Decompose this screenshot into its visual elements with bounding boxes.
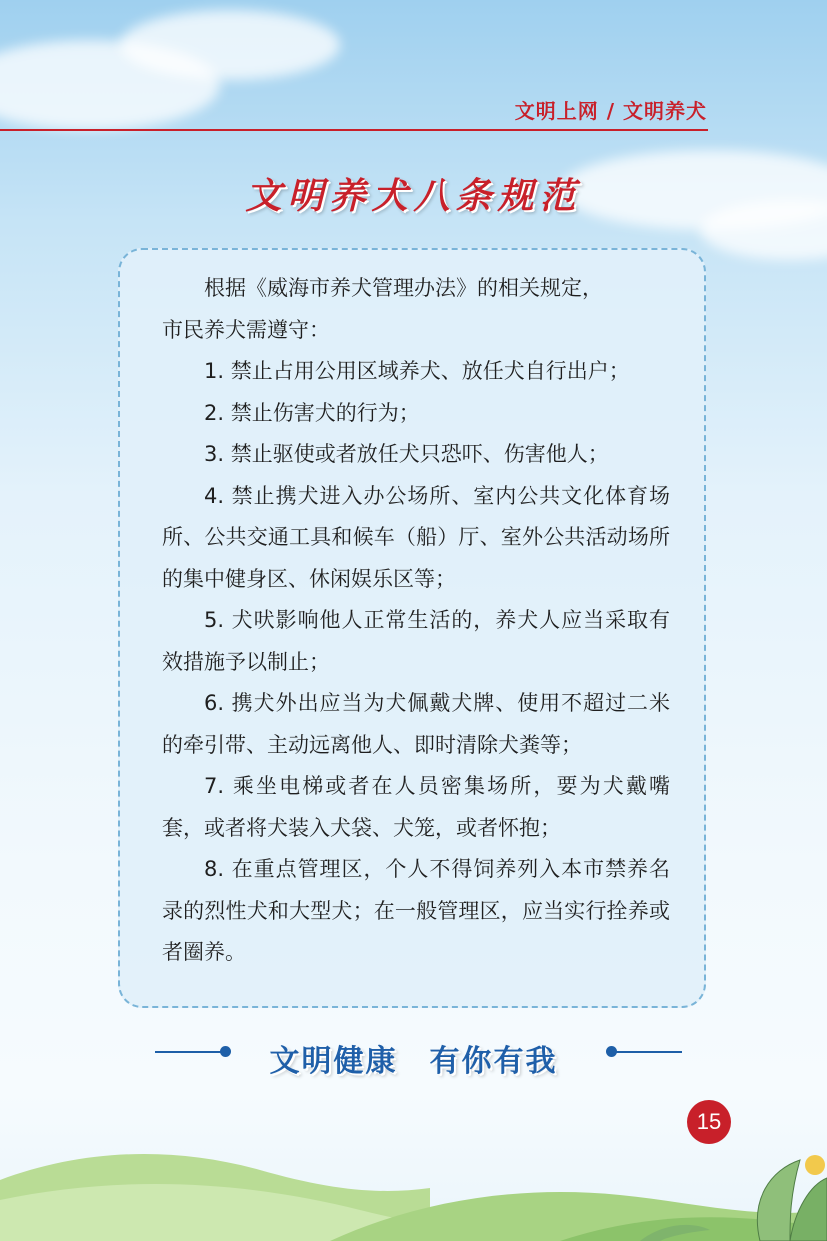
cloud-decoration xyxy=(120,10,340,80)
intro-line: 根据《威海市养犬管理办法》的相关规定， xyxy=(204,276,603,300)
slogan-text: 文明健康 有你有我 xyxy=(269,1044,558,1079)
slogan-right-line xyxy=(612,1051,682,1053)
page-title: 文明养犬八条规范 xyxy=(245,175,582,217)
header-divider xyxy=(0,129,708,131)
rule-item-5: 5. 犬吠影响他人正常生活的，养犬人应当采取有效措施予以制止； xyxy=(162,608,670,674)
rule-item-1: 1. 禁止占用公用区域养犬、放任犬自行出户； xyxy=(204,359,630,383)
rules-text xyxy=(162,268,670,974)
slogan-banner xyxy=(0,1032,827,1078)
rule-item-4: 4. 禁止携犬进入办公场所、室内公共文化体育场所、公共交通工具和候车（船）厅、室外公共活动场所的集中健身区、休闲娱乐区等； xyxy=(162,483,670,591)
rule-item-6: 6. 携犬外出应当为犬佩戴犬牌、使用不超过二米的牵引带、主动远离他人、即时清除犬粪等； xyxy=(162,691,670,757)
intro-line: 市民养犬需遵守： xyxy=(162,317,330,342)
landscape-decoration xyxy=(0,1140,827,1241)
section-header: 文明上网 / 文明养犬 xyxy=(514,99,707,123)
rule-item-3: 3. 禁止驱使或者放任犬只恐吓、伤害他人； xyxy=(204,442,609,466)
rule-item-7: 7. 乘坐电梯或者在人员密集场所，要为犬戴嘴套，或者将犬装入犬袋、犬笼，或者怀抱； xyxy=(162,774,670,840)
rule-item-8: 8. 在重点管理区，个人不得饲养列入本市禁养名录的烈性犬和大型犬；在一般管理区，应当实行拴养或者圈养。 xyxy=(162,857,670,964)
rule-item-2: 2. 禁止伤害犬的行为； xyxy=(204,400,420,425)
page-number-badge: 15 xyxy=(687,1100,731,1144)
